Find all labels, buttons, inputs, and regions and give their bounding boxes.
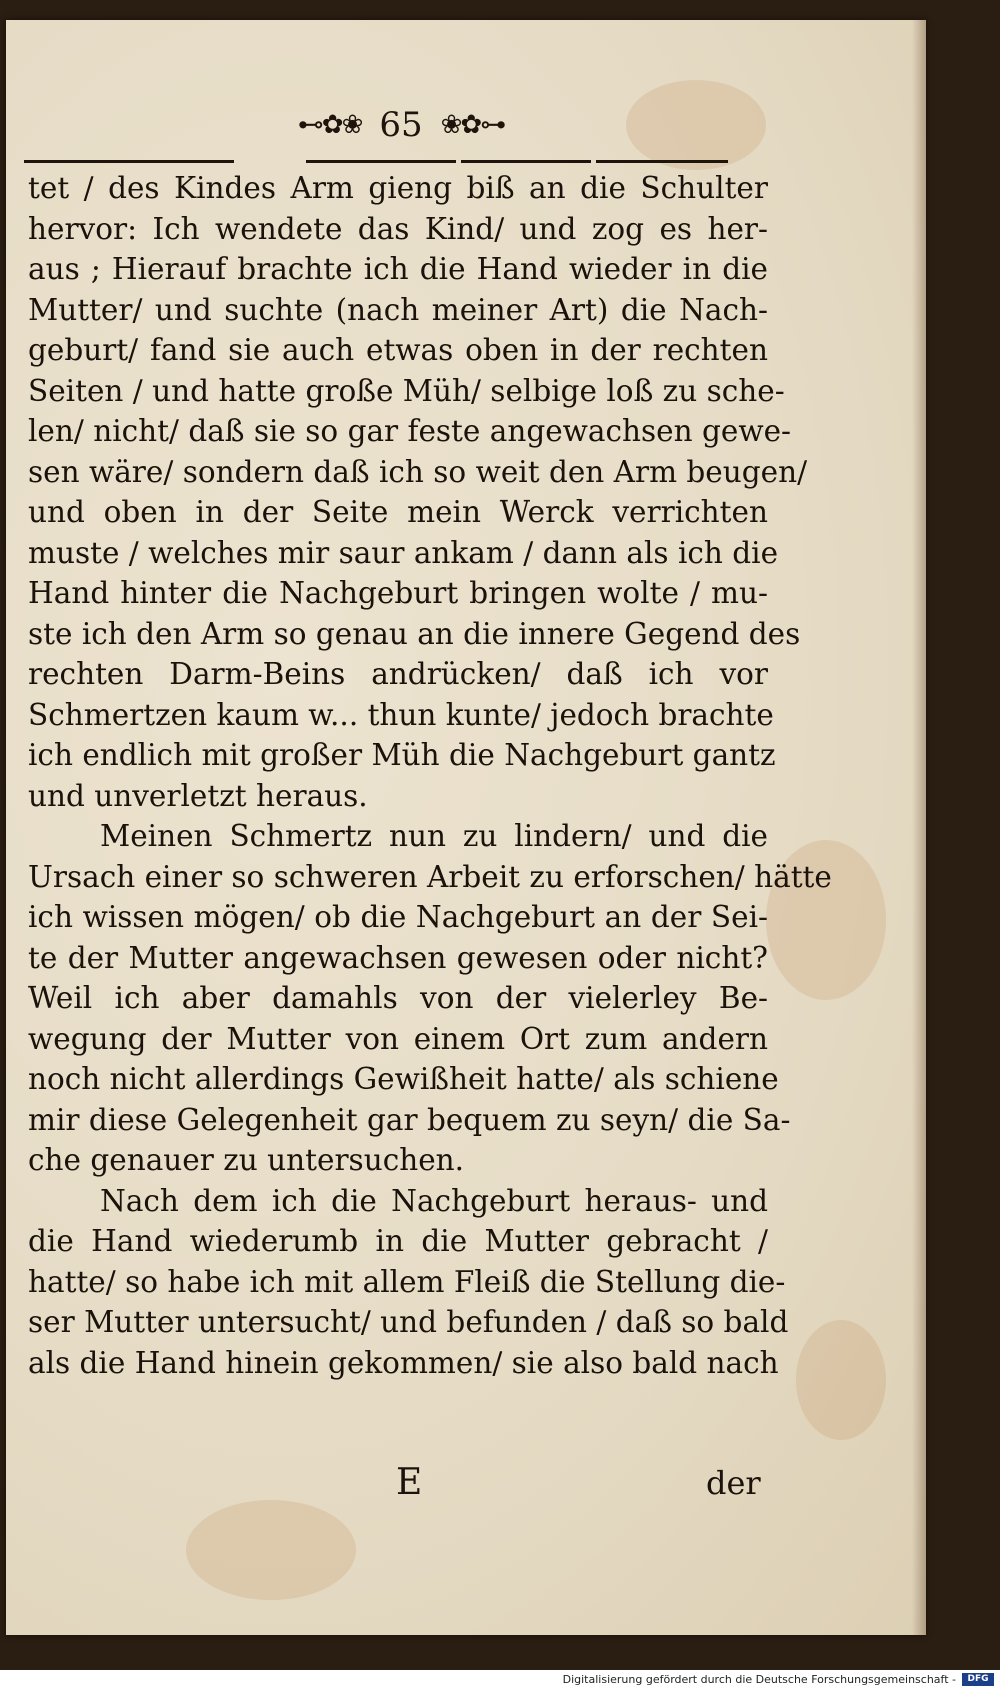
ornament-right-icon: ❀✿⊶ — [440, 110, 505, 140]
text-line: ich wissen mögen/ ob die Nachgeburt an der Sei- — [28, 900, 768, 934]
page-footer — [6, 1462, 926, 1512]
ornament-left-icon: ⊷✿❀ — [297, 110, 362, 140]
page-number: 65 — [379, 105, 423, 145]
header-rule — [461, 160, 591, 163]
text-line: aus ; Hierauf brachte ich die Hand wieder in die — [28, 252, 768, 286]
text-line: Mutter/ und suchte (nach meiner Art) die Nach- — [28, 292, 768, 327]
text-line: ich endlich mit großer Müh die Nachgeburt gantz — [28, 738, 776, 772]
text-line: und unverletzt heraus. — [28, 778, 368, 813]
signature-mark: E — [396, 1462, 423, 1503]
body-text — [28, 168, 832, 1383]
text-line: hatte/ so habe ich mit allem Fleiß die Stellung die- — [28, 1264, 786, 1299]
text-line: die Hand wiederumb in die Mutter gebracht / — [28, 1224, 768, 1258]
running-header — [236, 100, 566, 150]
text-line: ser Mutter untersucht/ und befunden / daß so bald — [28, 1305, 789, 1339]
text-line: noch nicht allerdings Gewißheit hatte/ als schiene — [28, 1062, 779, 1096]
text-line: Meinen Schmertz nun zu lindern/ und die — [100, 819, 768, 853]
paper-stain — [186, 1500, 356, 1600]
text-line: che genauer zu untersuchen. — [28, 1143, 465, 1177]
header-rule — [596, 160, 728, 163]
funding-credit: Digitalisierung gefördert durch die Deutsche Forschungsgemeinschaft - — [562, 1673, 956, 1686]
text-line: tet / des Kindes Arm gieng biß an die Schulter — [28, 171, 768, 205]
text-line: ste ich den Arm so genau an die innere Gegend des — [28, 616, 801, 651]
text-line: Seiten / und hatte große Müh/ selbige loß zu sche- — [28, 373, 785, 408]
text-line: te der Mutter angewachsen gewesen oder nicht? — [28, 940, 768, 975]
text-line: sen wäre/ sondern daß ich so weit den Arm beugen/ — [28, 454, 808, 489]
book-page — [6, 20, 926, 1635]
text-line: Weil ich aber damahls von der vielerley Be- — [28, 981, 768, 1015]
header-rule — [306, 160, 456, 163]
text-line: hervor: Ich wendete das Kind/ und zog es her- — [28, 211, 768, 246]
catchword: der — [706, 1464, 761, 1502]
text-line: und oben in der Seite mein Werck verrichten — [28, 495, 768, 529]
page-edge-shadow — [912, 20, 926, 1635]
text-line: wegung der Mutter von einem Ort zum andern — [28, 1021, 768, 1056]
header-rule — [24, 160, 234, 163]
text-line: als die Hand hinein gekommen/ sie also bald nach — [28, 1345, 779, 1380]
text-line: geburt/ fand sie auch etwas oben in der rechten — [28, 333, 768, 367]
text-line: rechten Darm-Beins andrücken/ daß ich vor — [28, 657, 768, 691]
text-line: muste / welches mir saur ankam / dann als ich die — [28, 535, 779, 570]
text-line: Schmertzen kaum w... thun kunte/ jedoch brachte — [28, 697, 774, 732]
paper-stain — [626, 80, 766, 170]
text-line: Nach dem ich die Nachgeburt heraus- und — [100, 1183, 768, 1218]
text-line: mir diese Gelegenheit gar bequem zu seyn/ die Sa- — [28, 1102, 791, 1137]
dfg-logo-icon: DFG — [962, 1673, 994, 1686]
text-line: len/ nicht/ daß sie so gar feste angewachsen gewe- — [28, 414, 792, 448]
paper-stain — [796, 1320, 886, 1440]
text-line: Hand hinter die Nachgeburt bringen wolte / mu- — [28, 576, 768, 610]
text-line: Ursach einer so schweren Arbeit zu erforschen/ hätte — [28, 859, 832, 894]
